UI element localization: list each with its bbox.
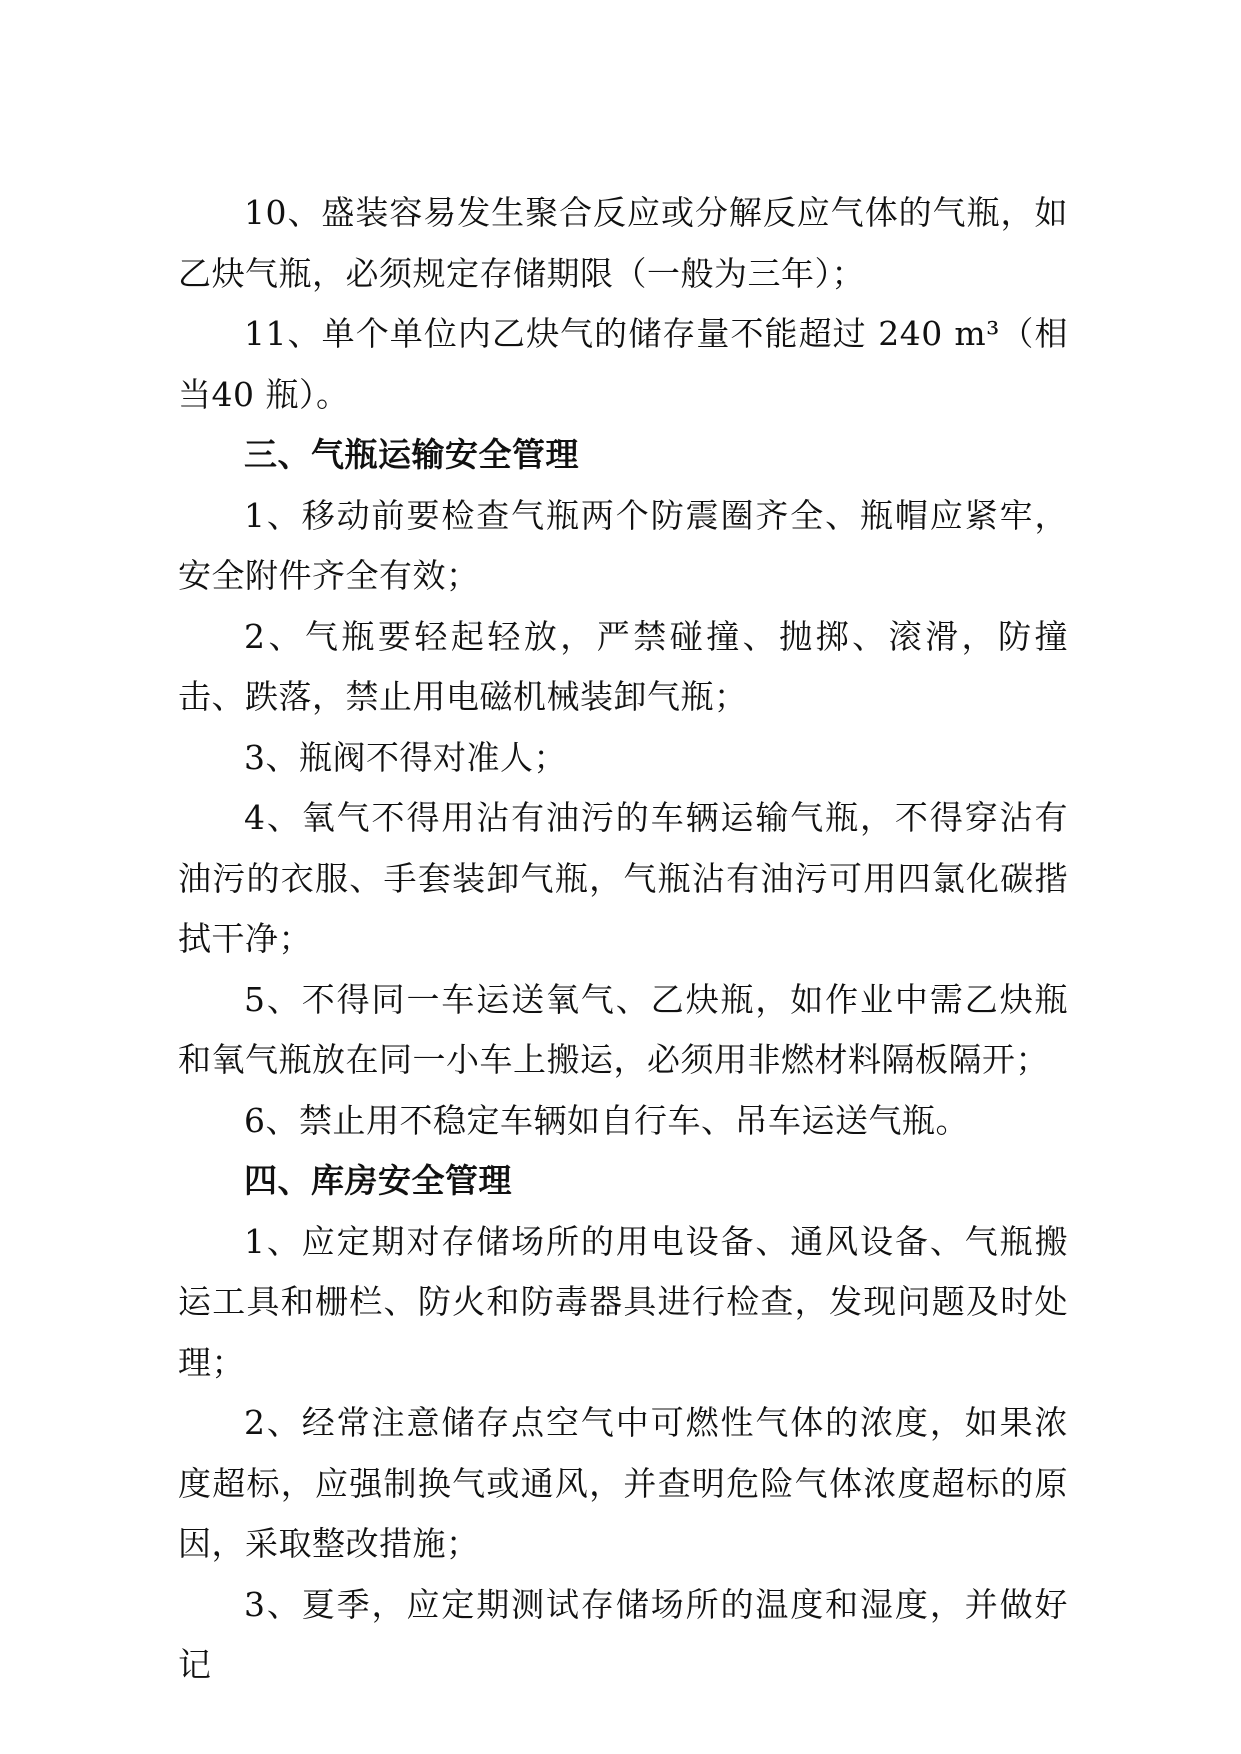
paragraph-warehouse-3: 3、夏季，应定期测试存储场所的温度和湿度，并做好记: [178, 1584, 1068, 1684]
paragraph-acetylene-limit: 11、单个单位内乙炔气的储存量不能超过 240 m³（相当40 瓶）。: [178, 314, 1068, 414]
paragraph-transport-5: 5、不得同一车运送氧气、乙炔瓶，如作业中需乙炔瓶和氧气瓶放在同一小车上搬运，必须用非燃材料隔板隔开；: [178, 979, 1068, 1079]
paragraph-transport-6: 6、禁止用不稳定车辆如自行车、吊车运送气瓶。: [244, 1100, 969, 1140]
paragraph-transport-4: 4、氧气不得用沾有油污的车辆运输气瓶，不得穿沾有油污的衣服、手套装卸气瓶，气瓶沾有油污可用四氯化碳揩拭干净；: [178, 798, 1068, 958]
section-heading-warehouse: 四、库房安全管理: [244, 1161, 512, 1200]
paragraph-warehouse-2: 2、经常注意储存点空气中可燃性气体的浓度，如果浓度超标，应强制换气或通风，并查明危险气体浓度超标的原因，采取整改措施；: [178, 1403, 1068, 1563]
paragraph-transport-3: 3、瓶阀不得对准人；: [244, 737, 567, 777]
paragraph-warehouse-1: 1、应定期对存储场所的用电设备、通风设备、气瓶搬运工具和栅栏、防火和防毒器具进行检查，发现问题及时处理；: [178, 1221, 1068, 1382]
paragraph-storage-period: 10、盛装容易发生聚合反应或分解反应气体的气瓶，如乙炔气瓶，必须规定存储期限（一般为三年）；: [178, 193, 1068, 293]
document-body: [178, 183, 1068, 1696]
section-heading-transport: 三、气瓶运输安全管理: [244, 435, 579, 474]
paragraph-transport-1: 1、移动前要检查气瓶两个防震圈齐全、瓶帽应紧牢，安全附件齐全有效；: [178, 495, 1068, 595]
paragraph-transport-2: 2、气瓶要轻起轻放，严禁碰撞、抛掷、滚滑，防撞击、跌落，禁止用电磁机械装卸气瓶；: [178, 616, 1068, 716]
